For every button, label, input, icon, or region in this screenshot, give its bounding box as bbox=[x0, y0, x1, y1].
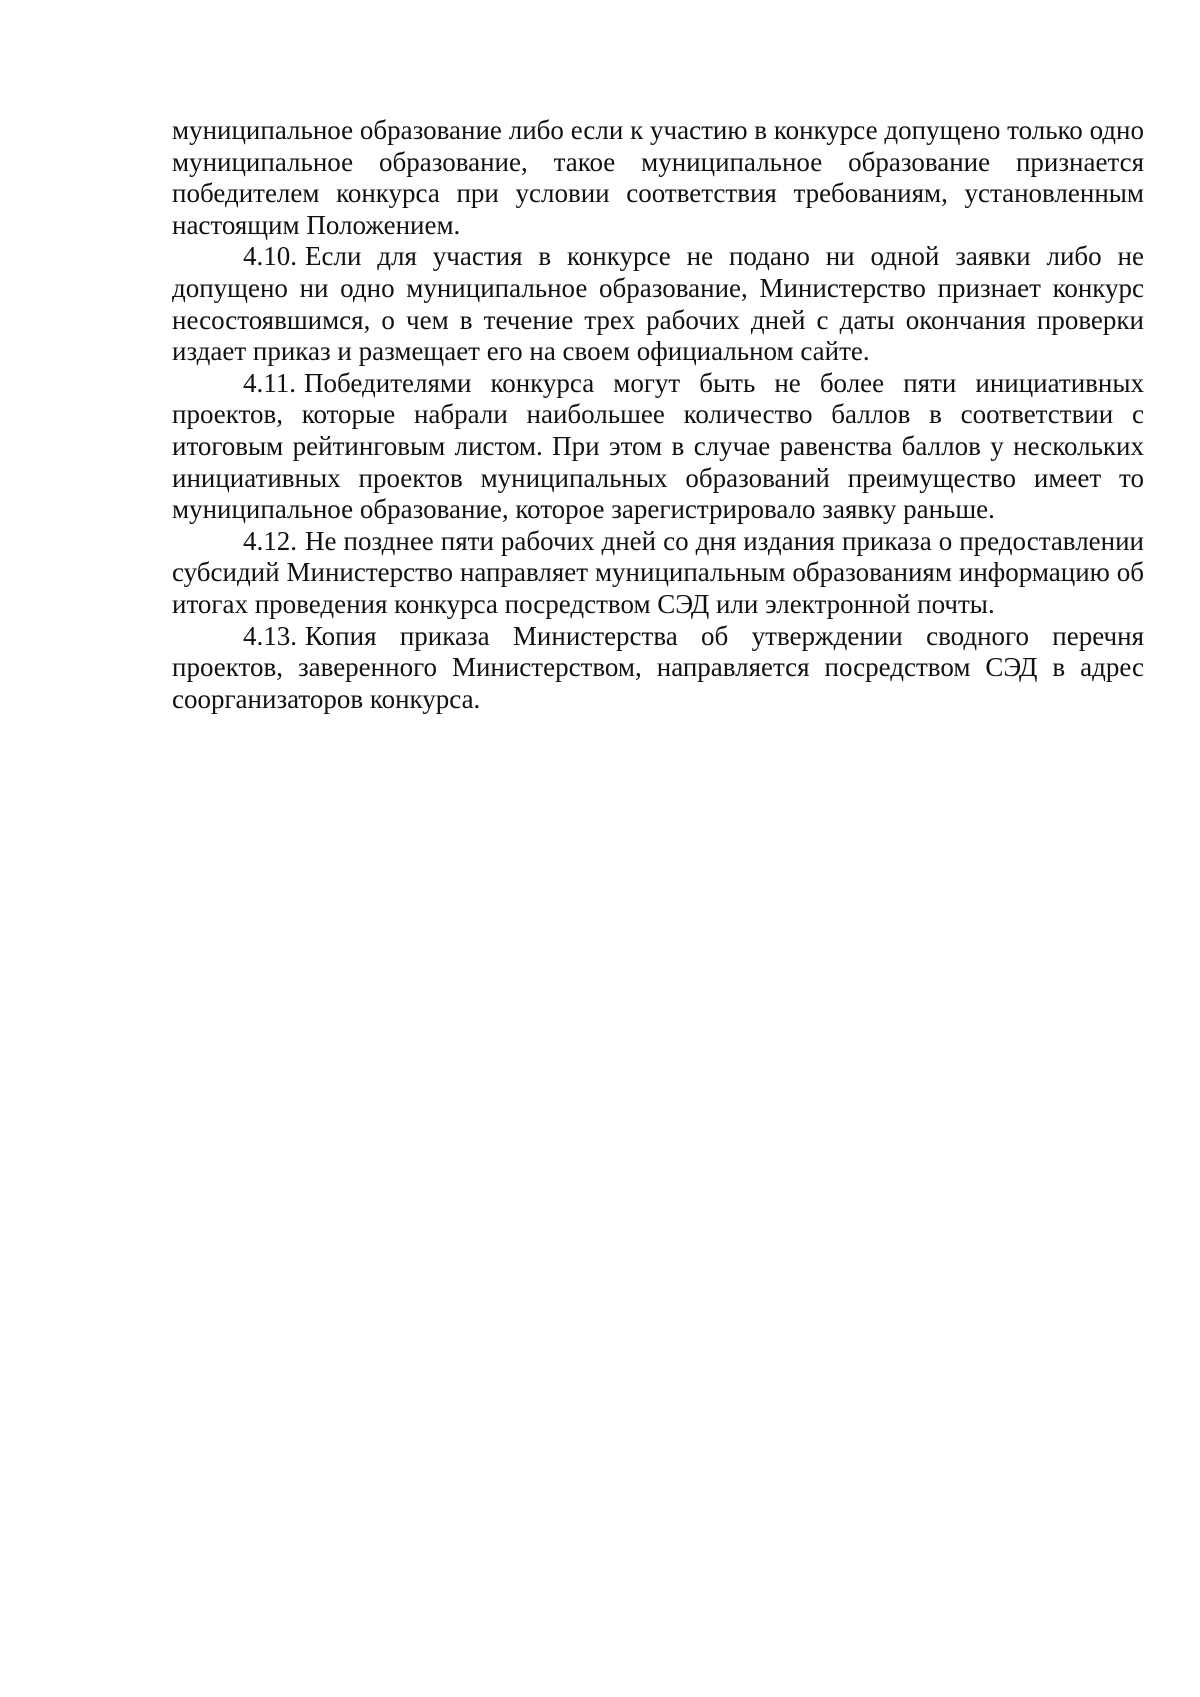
document-body bbox=[172, 115, 1144, 715]
paragraph-continuation bbox=[172, 115, 1144, 241]
clause-number: 4.13. bbox=[243, 620, 297, 651]
paragraph-text: муниципальное образование либо если к участию в конкурсе допущено только одно муниципальное образование, такое муниципальное образование признается победителем конкурса при условии соответствия требованиям, установленным настоящим Положением. bbox=[172, 115, 1144, 240]
clause-number: 4.11. bbox=[243, 367, 296, 398]
paragraph-text: Копия приказа Министерства об утверждении сводного перечня проектов, заверенного Министерством, направляется посредством СЭД в адрес соорганизаторов конкурса. bbox=[172, 620, 1144, 714]
paragraph-text: Победителями конкурса могут быть не более пяти инициативных проектов, которые набрали наибольшее количество баллов в соответствии с итоговым рейтинговым листом. При этом в случае равенства баллов у нескольких инициативных проектов муниципальных образований преимущество имеет то муниципальное образование, которое зарегистрировало заявку раньше. bbox=[172, 367, 1144, 525]
paragraph-4-13 bbox=[172, 621, 1144, 716]
clause-number: 4.12. bbox=[243, 525, 297, 556]
paragraph-text: Не позднее пяти рабочих дней со дня издания приказа о предоставлении субсидий Министерство направляет муниципальным образованиям информацию об итогах проведения конкурса посредством СЭД или электронной почты. bbox=[172, 525, 1144, 619]
clause-number: 4.10. bbox=[243, 241, 297, 272]
paragraph-4-10 bbox=[172, 241, 1144, 367]
paragraph-4-11 bbox=[172, 368, 1144, 526]
paragraph-4-12 bbox=[172, 526, 1144, 621]
paragraph-text: Если для участия в конкурсе не подано ни одной заявки либо не допущено ни одно муниципальное образование, Министерство признает конкурс несостоявшимся, о чем в течение трех рабочих дней с даты окончания проверки издает приказ и размещает его на своем официальном сайте. bbox=[172, 241, 1144, 367]
